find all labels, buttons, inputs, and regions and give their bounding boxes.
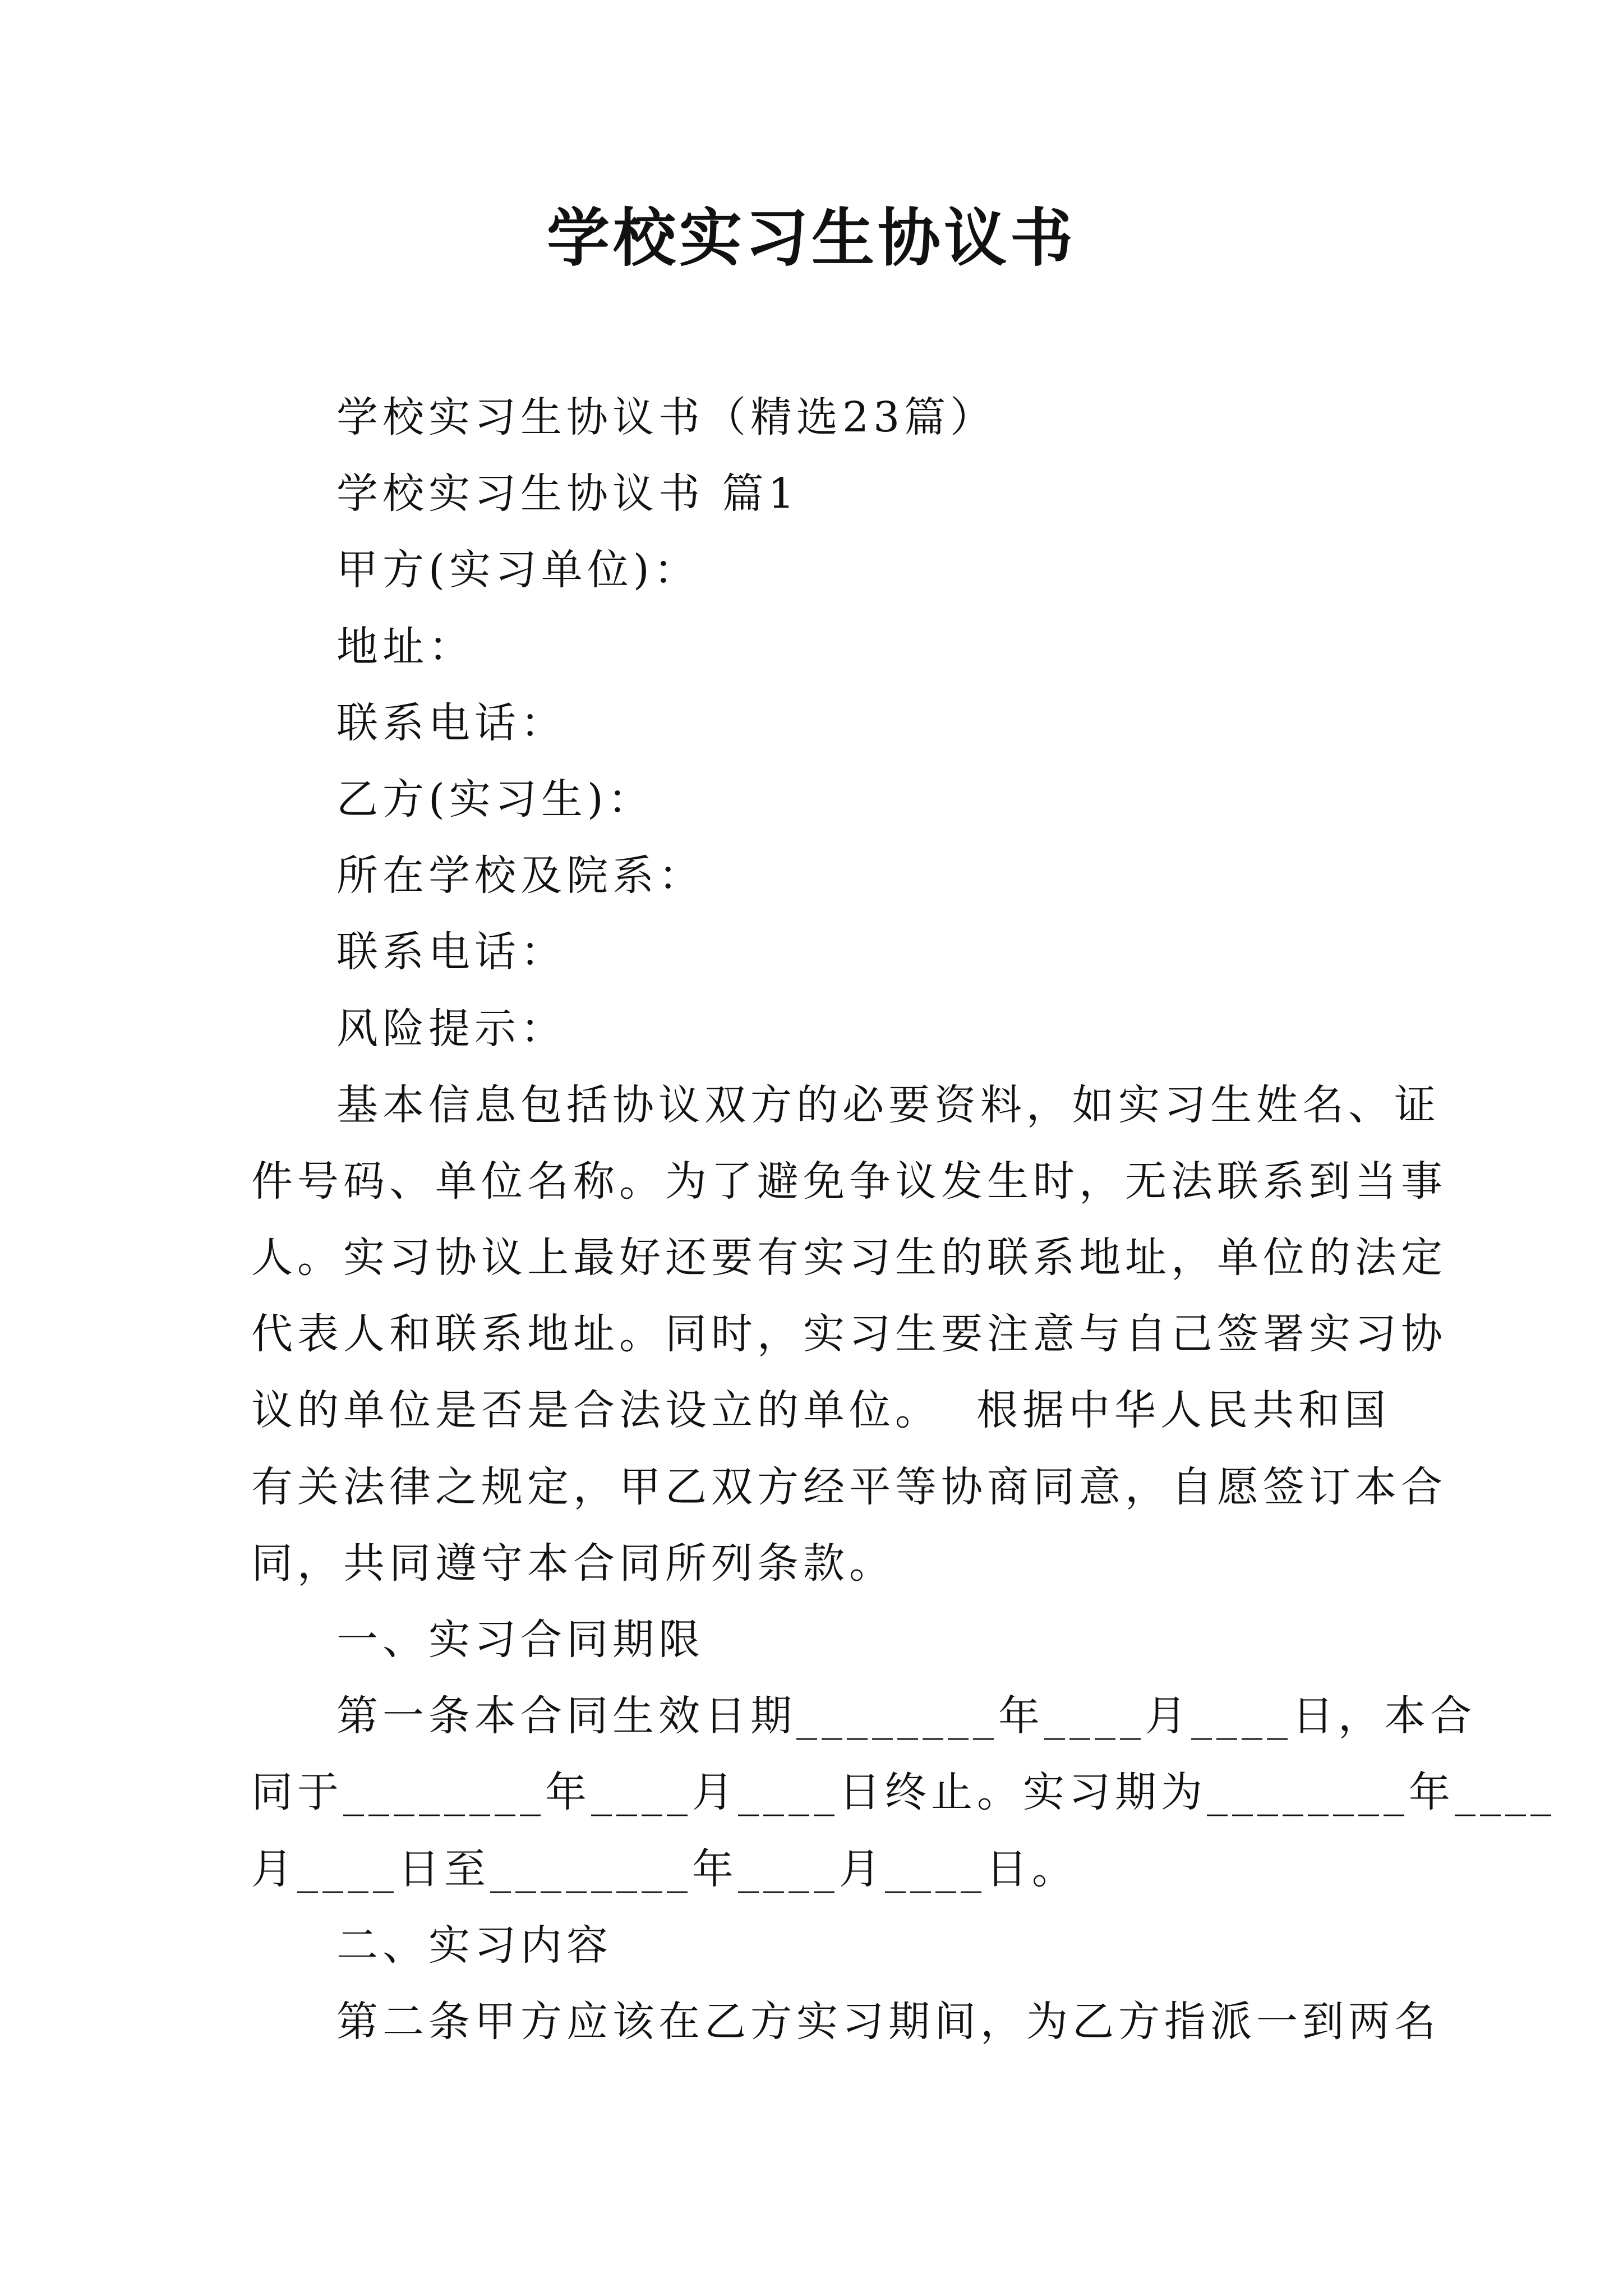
party-b-label: 乙方(实习生)： [336,775,654,823]
school-label: 所在学校及院系： [336,852,704,900]
party-a-label: 甲方(实习单位)： [336,546,700,595]
phone-label-b: 联系电话： [336,928,566,977]
paragraph-line: 代表人和联系地址。同时，实习生要注意与自己签署实习协 [251,1310,1447,1359]
article-one-line: 第一条本合同生效日期________年____月____日，本合 [336,1692,1476,1741]
address-label: 地址： [336,622,474,671]
paragraph-line: 基本信息包括协议双方的必要资料，如实习生姓名、证 [336,1080,1440,1129]
document-body [251,379,1556,2060]
phone-label: 联系电话： [336,698,566,747]
section-heading: 学校实习生协议书 篇1 [336,470,799,518]
paragraph-line: 同，共同遵守本合同所列条款。 [251,1539,895,1588]
paragraph-line: 人。实习协议上最好还要有实习生的联系地址，单位的法定 [251,1234,1447,1282]
article-one-line: 月____日至________年____月____日。 [251,1844,1078,1893]
section-one-heading: 一、实习合同期限 [336,1616,704,1664]
article-two-line: 第二条甲方应该在乙方实习期间，为乙方指派一到两名 [336,1997,1440,2046]
section-two-heading: 二、实习内容 [336,1921,612,1970]
article-one-line: 同于________年____月____日终止。实习期为________年____ [251,1768,1556,1817]
document-title: 学校实习生协议书 [547,201,1076,275]
risk-notice-label: 风险提示： [336,1004,566,1053]
paragraph-line: 件号码、单位名称。为了避免争议发生时，无法联系到当事 [251,1157,1447,1205]
paragraph-line: 议的单位是否是合法设立的单位。 根据中华人民共和国 [251,1386,1391,1435]
subtitle-line: 学校实习生协议书（精选23篇） [336,393,997,441]
paragraph-line: 有关法律之规定，甲乙双方经平等协商同意，自愿签订本合 [251,1462,1447,1511]
